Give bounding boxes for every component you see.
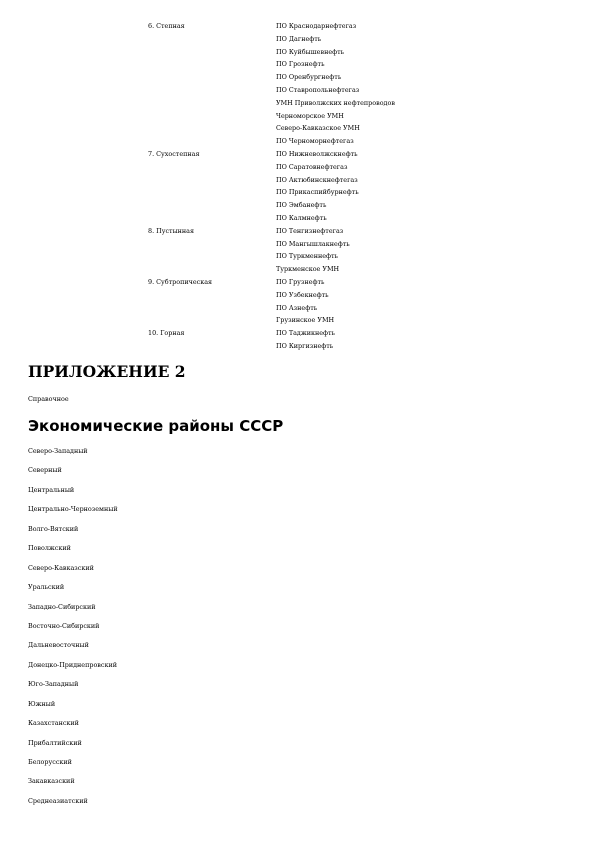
region-item: Центрально-Черноземный <box>28 505 118 514</box>
region-item: Юго-Западный <box>28 680 79 689</box>
zones-table <box>148 20 568 353</box>
zone-org: ПО Калмнефть <box>276 213 327 222</box>
zone-org: ПО Киргизнефть <box>276 341 334 350</box>
zone-org: ПО Азнефть <box>276 303 318 312</box>
zone-org: Туркменское УМН <box>276 265 340 274</box>
zone-org: ПО Дагнефть <box>276 34 322 43</box>
regions-list <box>28 446 118 815</box>
zone-org: ПО Туркменнефть <box>276 252 339 261</box>
region-item: Казахстанский <box>28 719 79 728</box>
zone-row <box>148 327 568 353</box>
zone-org: Черноморское УМН <box>276 111 344 120</box>
region-item: Закавказский <box>28 777 75 786</box>
zone-org: ПО Нижневолжскнефть <box>276 149 358 158</box>
region-item: Дальневосточный <box>28 641 89 650</box>
zone-org: Северо-Кавказское УМН <box>276 124 360 133</box>
region-item: Южный <box>28 699 56 708</box>
zone-org: ПО Ставропольнефтегаз <box>276 85 360 94</box>
zone-row <box>148 276 568 327</box>
zone-org-list <box>276 20 395 148</box>
region-item: Среднеазиатский <box>28 796 88 805</box>
region-item: Волго-Вятский <box>28 524 79 533</box>
region-item: Прибалтийский <box>28 738 82 747</box>
region-item: Донецко-Приднепровский <box>28 660 117 669</box>
zone-org: ПО Куйбышевнефть <box>276 47 345 56</box>
region-item: Восточно-Сибирский <box>28 621 100 630</box>
zone-name: 7. Сухостепная <box>148 149 200 158</box>
region-item: Белорусский <box>28 758 72 766</box>
zone-org: ПО Прикаспийбурнефть <box>276 188 359 197</box>
zone-org: ПО Актюбинскнефтегаз <box>276 175 358 184</box>
zone-org: Грузинское УМН <box>276 316 335 325</box>
region-item: Поволжский <box>28 544 71 553</box>
zone-org: ПО Черноморнефтегаз <box>276 137 354 146</box>
region-item: Западно-Сибирский <box>28 602 96 611</box>
zone-org: ПО Тенгизнефтегаз <box>276 226 344 235</box>
zone-org: ПО Эмбанефть <box>276 201 327 210</box>
appendix-title: ПРИЛОЖЕНИЕ 2 <box>28 362 186 381</box>
regions-heading: Экономические районы СССР <box>28 417 284 435</box>
zone-name: 9. Субтропическая <box>148 277 213 286</box>
zone-org: ПО Краснодарнефтегаз <box>276 22 357 30</box>
zone-org: ПО Мангышлакнефть <box>276 239 350 248</box>
zone-org: ПО Оренбургнефть <box>276 73 342 82</box>
region-item: Северо-Западный <box>28 447 88 455</box>
region-item: Северо-Кавказский <box>28 563 94 572</box>
zone-row <box>148 225 568 276</box>
zone-org: ПО Саратовнефтегаз <box>276 162 348 171</box>
region-item: Северный <box>28 466 62 475</box>
zone-name: 8. Пустынная <box>148 226 195 235</box>
zone-org-list <box>276 148 359 225</box>
zone-org-list <box>276 327 335 353</box>
region-item: Центральный <box>28 485 75 494</box>
zone-row <box>148 20 568 148</box>
zone-org-list <box>276 225 350 276</box>
zone-org-list <box>276 276 334 327</box>
zone-org: ПО Таджикнефть <box>276 329 336 338</box>
zone-org: УМН Приволжских нефтепроводов <box>276 98 395 107</box>
zone-org: ПО Узбекнефть <box>276 290 329 299</box>
zone-org: ПО Грознефть <box>276 60 325 69</box>
appendix-subtitle: Справочное <box>28 395 69 403</box>
zone-name: 6. Степная <box>148 22 185 30</box>
zone-org: ПО Грузнефть <box>276 277 325 286</box>
zone-name: 10. Горная <box>148 329 185 338</box>
region-item: Уральский <box>28 583 65 592</box>
zone-row <box>148 148 568 225</box>
